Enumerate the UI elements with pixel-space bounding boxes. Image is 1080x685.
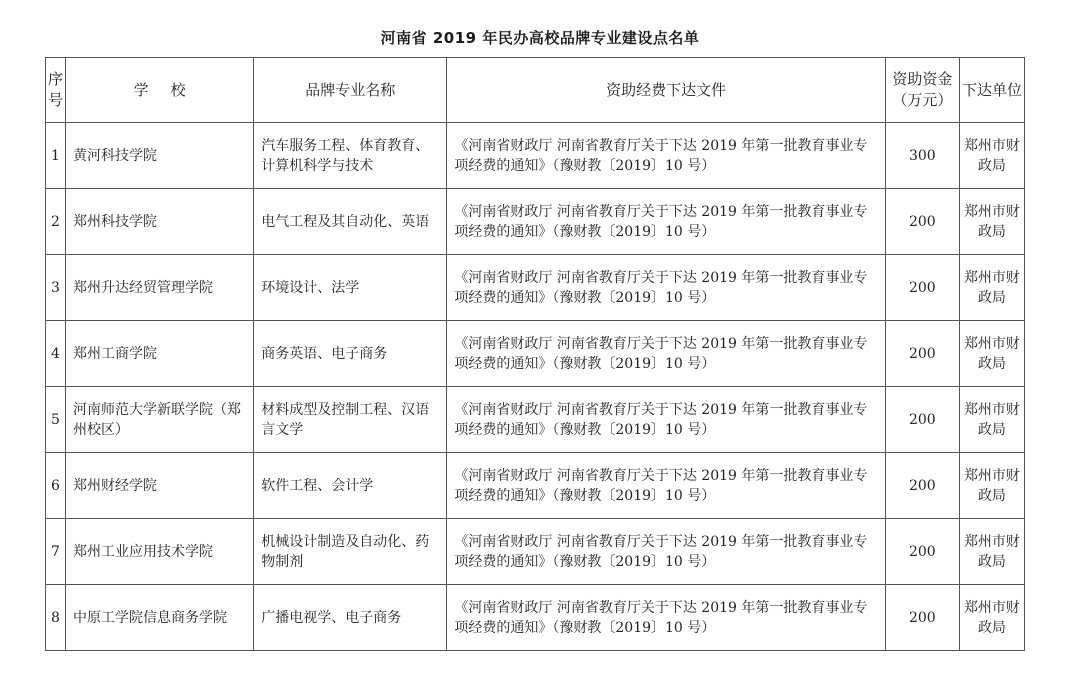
cell-major: 电气工程及其自动化、英语 bbox=[254, 189, 447, 255]
cell-amount: 200 bbox=[885, 585, 959, 651]
header-amount-line1: 资助资金 bbox=[892, 70, 953, 88]
table-row bbox=[46, 255, 1025, 321]
cell-school: 中原工学院信息商务学院 bbox=[66, 585, 254, 651]
cell-major: 材料成型及控制工程、汉语言文学 bbox=[254, 387, 447, 453]
brand-major-table bbox=[45, 57, 1025, 651]
cell-amount: 200 bbox=[885, 453, 959, 519]
cell-school: 黄河科技学院 bbox=[66, 123, 254, 189]
table-row bbox=[46, 453, 1025, 519]
cell-major: 机械设计制造及自动化、药物制剂 bbox=[254, 519, 447, 585]
table-row bbox=[46, 189, 1025, 255]
cell-school: 郑州升达经贸管理学院 bbox=[66, 255, 254, 321]
table-row bbox=[46, 585, 1025, 651]
table-row bbox=[46, 123, 1025, 189]
cell-school: 郑州工业应用技术学院 bbox=[66, 519, 254, 585]
cell-amount: 200 bbox=[885, 519, 959, 585]
cell-doc: 《河南省财政厅 河南省教育厅关于下达 2019 年第一批教育事业专项经费的通知》（豫财教〔2019〕10 号） bbox=[447, 387, 885, 453]
cell-issuer: 郑州市财政局 bbox=[959, 387, 1024, 453]
cell-major: 环境设计、法学 bbox=[254, 255, 447, 321]
cell-doc: 《河南省财政厅 河南省教育厅关于下达 2019 年第一批教育事业专项经费的通知》（豫财教〔2019〕10 号） bbox=[447, 519, 885, 585]
cell-doc: 《河南省财政厅 河南省教育厅关于下达 2019 年第一批教育事业专项经费的通知》（豫财教〔2019〕10 号） bbox=[447, 321, 885, 387]
page-title: 河南省 2019 年民办高校品牌专业建设点名单 bbox=[380, 29, 700, 47]
cell-doc: 《河南省财政厅 河南省教育厅关于下达 2019 年第一批教育事业专项经费的通知》（豫财教〔2019〕10 号） bbox=[447, 189, 885, 255]
cell-major: 软件工程、会计学 bbox=[254, 453, 447, 519]
cell-school: 郑州科技学院 bbox=[66, 189, 254, 255]
table-row bbox=[46, 519, 1025, 585]
cell-seq: 8 bbox=[46, 585, 66, 651]
cell-seq: 4 bbox=[46, 321, 66, 387]
header-major: 品牌专业名称 bbox=[254, 58, 447, 123]
header-school bbox=[66, 58, 254, 123]
cell-doc: 《河南省财政厅 河南省教育厅关于下达 2019 年第一批教育事业专项经费的通知》（豫财教〔2019〕10 号） bbox=[447, 123, 885, 189]
table-row bbox=[46, 387, 1025, 453]
header-doc: 资助经费下达文件 bbox=[447, 58, 885, 123]
cell-issuer: 郑州市财政局 bbox=[959, 255, 1024, 321]
cell-school: 郑州工商学院 bbox=[66, 321, 254, 387]
table-header-row bbox=[46, 58, 1025, 123]
cell-major: 广播电视学、电子商务 bbox=[254, 585, 447, 651]
table-row bbox=[46, 321, 1025, 387]
cell-seq: 3 bbox=[46, 255, 66, 321]
header-seq: 序号 bbox=[46, 58, 66, 123]
header-amount-line2: （万元） bbox=[892, 91, 953, 109]
header-amount bbox=[885, 58, 959, 123]
header-school-label: 学校 bbox=[133, 80, 208, 99]
cell-amount: 200 bbox=[885, 255, 959, 321]
cell-amount: 200 bbox=[885, 387, 959, 453]
cell-major: 汽车服务工程、体育教育、计算机科学与技术 bbox=[254, 123, 447, 189]
cell-issuer: 郑州市财政局 bbox=[959, 189, 1024, 255]
cell-doc: 《河南省财政厅 河南省教育厅关于下达 2019 年第一批教育事业专项经费的通知》（豫财教〔2019〕10 号） bbox=[447, 255, 885, 321]
cell-school: 郑州财经学院 bbox=[66, 453, 254, 519]
cell-amount: 200 bbox=[885, 321, 959, 387]
cell-issuer: 郑州市财政局 bbox=[959, 585, 1024, 651]
cell-major: 商务英语、电子商务 bbox=[254, 321, 447, 387]
cell-doc: 《河南省财政厅 河南省教育厅关于下达 2019 年第一批教育事业专项经费的通知》（豫财教〔2019〕10 号） bbox=[447, 585, 885, 651]
cell-amount: 200 bbox=[885, 189, 959, 255]
cell-school: 河南师范大学新联学院（郑州校区） bbox=[66, 387, 254, 453]
cell-issuer: 郑州市财政局 bbox=[959, 453, 1024, 519]
cell-doc: 《河南省财政厅 河南省教育厅关于下达 2019 年第一批教育事业专项经费的通知》（豫财教〔2019〕10 号） bbox=[447, 453, 885, 519]
cell-seq: 1 bbox=[46, 123, 66, 189]
table-body bbox=[46, 123, 1025, 651]
cell-seq: 7 bbox=[46, 519, 66, 585]
cell-seq: 5 bbox=[46, 387, 66, 453]
cell-seq: 2 bbox=[46, 189, 66, 255]
cell-issuer: 郑州市财政局 bbox=[959, 321, 1024, 387]
header-issuer: 下达单位 bbox=[959, 58, 1024, 123]
cell-issuer: 郑州市财政局 bbox=[959, 123, 1024, 189]
cell-issuer: 郑州市财政局 bbox=[959, 519, 1024, 585]
cell-seq: 6 bbox=[46, 453, 66, 519]
cell-amount: 300 bbox=[885, 123, 959, 189]
